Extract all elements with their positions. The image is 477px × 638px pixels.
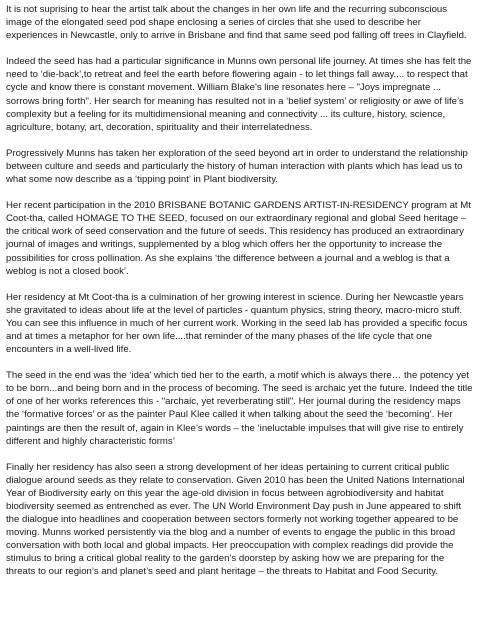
paragraph-1: It is not suprising to hear the artist talk about the changes in her own life and the recurring subconscious image of the elongated seed pod shape enclosing a series of circles that she used to describe her experiences in Newcastle, only to arrive in Brisbane and find that same seed pod falling off trees in Clayfield. (6, 4, 467, 42)
document-body (6, 3, 473, 579)
paragraph-2: Indeed the seed has had a particular significance in Munns own personal life journey. At times she has felt the need to ‘die-back’,to retreat and feel the earth before flowering again - to let things fall away.... to respect that cycle and know there is constant movement. William Blake's line resonates here – "Joys impregnate ... sorrows bring forth". Her search for meaning has resulted not in a ‘belief system’ or religiosity or awe of life’s complexity but a feeling for its multidimensional meaning and connectivity ... its culture, history, science, agriculture, botany, art, decoration, spirituality and their interrelatedness. (6, 56, 472, 133)
paragraph-6: The seed in the end was the ‘idea’ which tied her to the earth, a motif which is always there… the potency yet to be born...and being born and in the process of becoming. The seed is archaic yet the future. Indeed the title of one of her works references this - "archaic, yet reverberating still". Her journal during the residency maps the ‘formative forces’ or as the painter Paul Klee called it when talking about the seed the ‘becoming’. Her paintings are then the result of, again in Klee’s words – the ‘ineluctable impulses that will give rise to entirely different and highly characteristic forms’ (6, 370, 473, 447)
paragraph-5: Her residency at Mt Coot-tha is a culmination of her growing interest in science. During her Newcastle years she gravitated to ideas about life at the level of particles - quantum physics, string theory, macro-micro stuff. You can see this influence in much of her current work. Working in the seed lab has provided a specific focus and at times a metaphor for her own life....that reminder of the many phases of the life cycle that one encounters in a well-lived life. (6, 291, 468, 356)
paragraph-3: Progressively Munns has taken her exploration of the seed beyond art in order to understand the relationship between culture and seeds and particularly the history of human interaction with plants which has lead us to what some now describe as a ‘tipping point’ in Plant biodiversity. (6, 147, 468, 186)
paragraph-7: Finally her residency has also seen a strong development of her ideas pertaining to current critical public dialogue around seeds as they relate to conservation. Given 2010 has been the United Nations International Year of Biodiversity early on this year the age-old division in focus between agrobiodiversity and habitat biodiversity seemed as entrenched as ever. The UN World Environment Day push in June appeared to shift the dialogue into headlines and cooperation between sectors formerly not working together appeared to be moving. Munns worked persistently via the blog and a number of events to engage the public in this broad conversation with both local and global impacts. Her preoccupation with complex readings did provide the stimulus to bring a critical global reality to the garden’s doorstep by asking how we are preparing for the threats to our region’s and planet’s seed and plant heritage – the threats to Habitat and Food Security. (6, 461, 465, 578)
paragraph-4: Her recent participation in the 2010 BRISBANE BOTANIC GARDENS ARTIST-IN-RESIDENCY program at Mt Coot-tha, called HOMAGE TO THE SEED, focused on our extraordinary regional and global Seed heritage – the critical work of seed conservation and the future of seeds. This residency has produced an extraordinary journal of images and writings, supplemented by a blog which offers her the opportunity to increase the possibilities for cross pollination. As she explains ‘the difference between a journal and a weblog is that a weblog is not a closed book’. (6, 200, 471, 277)
